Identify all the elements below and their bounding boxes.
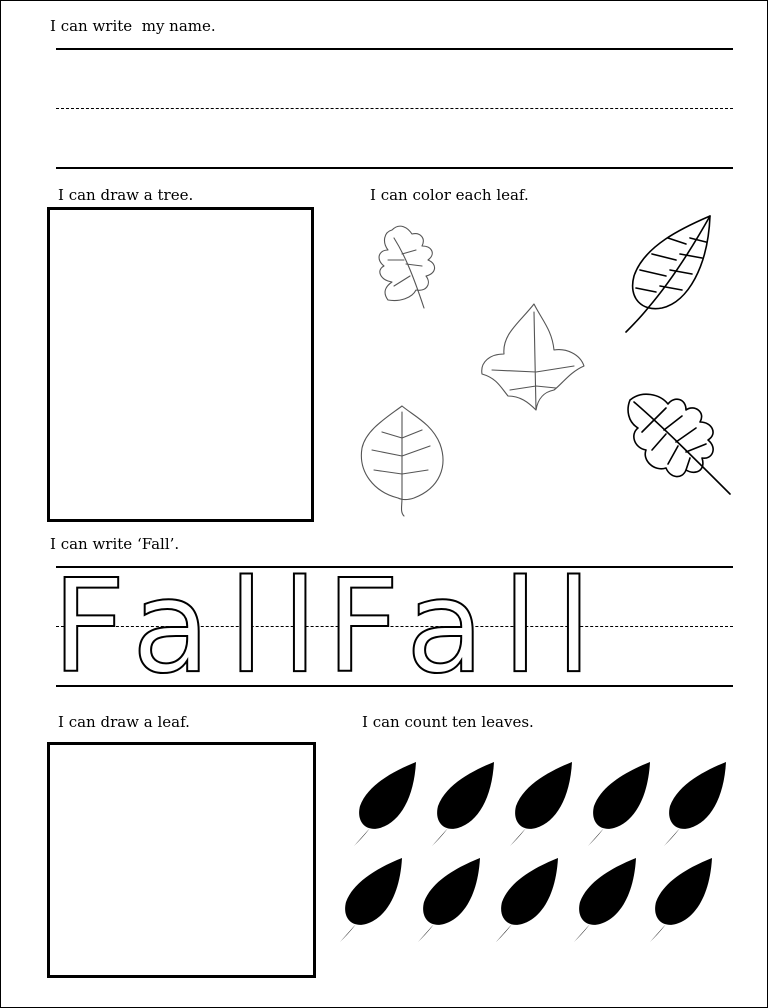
veined-leaf-icon[interactable] bbox=[622, 214, 714, 338]
count-leaf-6[interactable] bbox=[336, 856, 406, 948]
ivy-leaf-icon[interactable] bbox=[478, 302, 586, 414]
count-leaf-1[interactable] bbox=[350, 760, 420, 852]
count-leaf-3[interactable] bbox=[506, 760, 576, 852]
fall-label: I can write ‘Fall’. bbox=[50, 535, 180, 553]
count-leaf-9[interactable] bbox=[570, 856, 640, 948]
name-base-line bbox=[56, 167, 733, 169]
count-leaf-2[interactable] bbox=[428, 760, 498, 852]
tree-label: I can draw a tree. bbox=[58, 186, 194, 204]
fall-trace-word-1[interactable]: Fall bbox=[52, 553, 336, 702]
name-top-line bbox=[56, 48, 733, 50]
oak-leaf-icon[interactable] bbox=[370, 220, 465, 315]
tree-drawing-box[interactable] bbox=[47, 207, 314, 522]
name-mid-line bbox=[56, 108, 733, 109]
count-leaf-4[interactable] bbox=[584, 760, 654, 852]
count-leaf-8[interactable] bbox=[492, 856, 562, 948]
color-label: I can color each leaf. bbox=[370, 186, 529, 204]
fall-trace-word-2[interactable]: Fall bbox=[326, 553, 610, 702]
draw-leaf-label: I can draw a leaf. bbox=[58, 713, 190, 731]
count-leaf-7[interactable] bbox=[414, 856, 484, 948]
count-label: I can count ten leaves. bbox=[362, 713, 534, 731]
count-leaf-10[interactable] bbox=[646, 856, 716, 948]
lobed-leaf-icon[interactable] bbox=[624, 388, 734, 498]
birch-leaf-icon[interactable] bbox=[356, 404, 452, 518]
count-leaf-5[interactable] bbox=[660, 760, 730, 852]
leaf-drawing-box[interactable] bbox=[47, 742, 316, 978]
name-label: I can write my name. bbox=[50, 17, 216, 35]
